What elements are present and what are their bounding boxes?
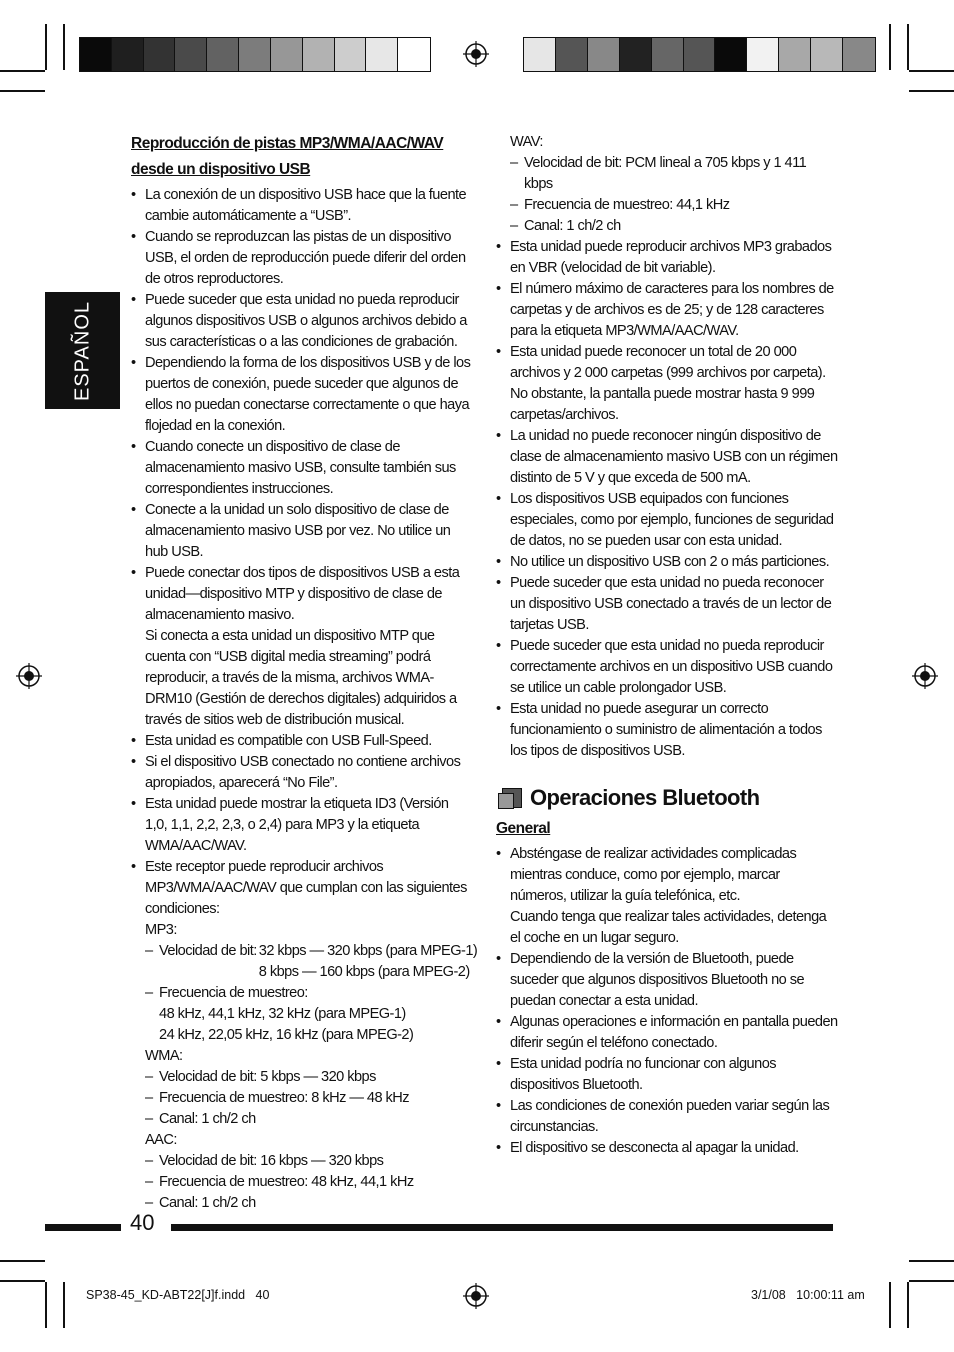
spec-line: – Velocidad de bit: 32 kbps — 320 kbps (para MPEG-1) 8 kbps — 160 kbps (para MPEG-2) — [145, 941, 471, 983]
section-heading: Reproducción de pistas MP3/WMA/AAC/WAV desde un dispositivo USB — [131, 135, 444, 178]
color-swatch — [207, 38, 239, 71]
language-label: ESPAÑOL — [71, 300, 93, 401]
color-swatch — [843, 38, 875, 71]
crop-mark — [0, 90, 45, 92]
list-item: • Absténgase de realizar actividades complicadas mientras conduce, como por ejemplo, marcar números, utilizar la guía telefónica, etc. Cuando tenga que realizar tales actividades, detenga el coche en un lugar seguro. — [496, 844, 838, 949]
crop-mark — [45, 24, 47, 70]
format-label: WAV: — [510, 134, 543, 150]
crop-mark — [0, 1280, 45, 1282]
spec-line: – Frecuencia de muestreo: 48 kHz, 44,1 kHz — [145, 1172, 471, 1193]
list-item: • Esta unidad podría no funcionar con algunos dispositivos Bluetooth. — [496, 1054, 838, 1096]
page-rule-right — [171, 1224, 833, 1231]
color-swatch — [747, 38, 779, 71]
general-heading: General — [496, 820, 551, 837]
usb-notes-list — [131, 185, 478, 1214]
format-label: AAC: — [145, 1132, 177, 1148]
crop-mark — [63, 24, 65, 70]
list-item: • No utilice un dispositivo USB con 2 o más particiones. — [496, 552, 838, 573]
format-label: MP3: — [145, 922, 177, 938]
color-swatch — [652, 38, 684, 71]
list-item: • Cuando se reproduzcan las pistas de un dispositivo USB, el orden de reproducción puede diferir del orden de otros reproductores. — [131, 227, 471, 290]
list-item: • Dependiendo la forma de los dispositivos USB y de los puertos de conexión, puede suceder que algunos de ellos no puedan conectarse correctamente o que haya flojedad en la conexión. — [131, 353, 471, 437]
color-swatch — [715, 38, 747, 71]
bluetooth-notes-list — [496, 844, 838, 1159]
color-swatch — [684, 38, 716, 71]
left-column — [131, 131, 478, 1214]
color-swatch — [524, 38, 556, 71]
list-item: • La conexión de un dispositivo USB hace que la fuente cambie automáticamente a “USB”. — [131, 185, 471, 227]
footer-file-info: SP38-45_KD-ABT22[J]f.indd 40 — [86, 1288, 270, 1302]
crop-mark — [909, 90, 954, 92]
list-item: • Este receptor puede reproducir archivos MP3/WMA/AAC/WAV que cumplan con las siguientes condiciones: MP3: – Velocidad de bit: 32 kbps — 320 kbps (para MPEG-1) 8 kbps — 160 kbps (para MPEG-2) – Frecuencia de muestreo: 48 kHz, 44,1 kHz, 32 kHz (para MPEG-1) 24 kHz, 22,05 kHz, 16 kHz (para MPEG-2) WMA: – Velocidad de bit: 5 kbps — 320 kbps – Frecuencia de muestreo: 8 kHz — 48 kHz – Canal: 1 ch/2 ch AAC: – Velocidad de bit: 16 kbps — 320 kbps – Frecuencia de muestreo: 48 kHz, 44,1 kHz – Canal: 1 ch/2 ch — [131, 857, 471, 1214]
list-item: • Esta unidad es compatible con USB Full-Speed. — [131, 731, 471, 752]
color-swatch — [620, 38, 652, 71]
list-item: • Esta unidad no puede asegurar un correcto funcionamiento o suministro de alimentación a todos los tipos de dispositivos USB. — [496, 699, 838, 762]
spec-line: – Velocidad de bit: PCM lineal a 705 kbps y 1 411 kbps — [510, 153, 838, 195]
spec-line: – Frecuencia de muestreo: 44,1 kHz — [510, 195, 838, 216]
section-square-icon — [502, 788, 522, 808]
list-item: • Los dispositivos USB equipados con funciones especiales, como por ejemplo, funciones de seguridad de datos, no se pueden usar con esta unidad. — [496, 489, 838, 552]
list-item: • Puede suceder que esta unidad no pueda reproducir correctamente archivos en un dispositivo USB cuando se utilice un cable prolongador USB. — [496, 636, 838, 699]
registration-mark-icon — [16, 663, 42, 689]
list-item: • El número máximo de caracteres para los nombres de carpetas y de archivos es de 25; y de 128 caracteres para la etiqueta MP3/WMA/AAC/WAV. — [496, 279, 838, 342]
crop-mark — [907, 24, 909, 70]
format-label: WMA: — [145, 1048, 183, 1064]
color-swatch — [239, 38, 271, 71]
registration-mark-icon — [463, 41, 489, 67]
right-column — [496, 132, 838, 1159]
crop-mark — [909, 1260, 954, 1262]
color-swatch — [144, 38, 176, 71]
color-bar-right — [523, 37, 876, 72]
page-rule-left — [45, 1224, 121, 1231]
spec-line: – Velocidad de bit: 5 kbps — 320 kbps — [145, 1067, 471, 1088]
color-swatch — [112, 38, 144, 71]
crop-mark — [889, 1282, 891, 1328]
color-swatch — [175, 38, 207, 71]
list-item: • Si el dispositivo USB conectado no contiene archivos apropiados, aparecerá “No File”. — [131, 752, 471, 794]
color-swatch — [366, 38, 398, 71]
crop-mark — [45, 1282, 47, 1328]
list-item: • Puede conectar dos tipos de dispositivos USB a esta unidad—dispositivo MTP y dispositivo de clase de almacenamiento masivo. Si conecta a esta unidad un dispositivo MTP que cuenta con “USB digital media streaming” podrá reproducir, a través de la misma, archivos WMA-DRM10 (Gestión de derechos digitales) adquiridos a través de sitios web de distribución musical. — [131, 563, 471, 731]
color-swatch — [556, 38, 588, 71]
list-item: • Esta unidad puede reconocer un total de 20 000 archivos y 2 000 carpetas (999 archivos por carpeta). No obstante, la pantalla puede mostrar hasta 9 999 carpetas/archivos. — [496, 342, 838, 426]
list-item: • Esta unidad puede mostrar la etiqueta ID3 (Versión 1,0, 1,1, 2,2, 2,3, o 2,4) para MP3 y la etiqueta WMA/AAC/WAV. — [131, 794, 471, 857]
registration-mark-icon — [912, 663, 938, 689]
footer-timestamp: 3/1/08 10:00:11 am — [751, 1288, 865, 1302]
color-swatch — [779, 38, 811, 71]
crop-mark — [63, 1282, 65, 1328]
color-swatch — [271, 38, 303, 71]
list-item: • Esta unidad puede reproducir archivos MP3 grabados en VBR (velocidad de bit variable). — [496, 237, 838, 279]
spec-line: – Velocidad de bit: 16 kbps — 320 kbps — [145, 1151, 471, 1172]
spec-line: – Canal: 1 ch/2 ch — [145, 1193, 471, 1214]
color-swatch — [588, 38, 620, 71]
crop-mark — [909, 1280, 954, 1282]
bluetooth-section-title: Operaciones Bluetooth — [496, 784, 838, 812]
language-side-tab — [45, 292, 120, 409]
registration-mark-icon — [463, 1283, 489, 1309]
color-swatch — [398, 38, 430, 71]
crop-mark — [0, 1260, 45, 1262]
color-swatch — [335, 38, 367, 71]
list-item: • Conecte a la unidad un solo dispositivo de clase de almacenamiento masivo USB por vez. No utilice un hub USB. — [131, 500, 471, 563]
list-item: • Cuando conecte un dispositivo de clase de almacenamiento masivo USB, consulte también sus correspondientes instrucciones. — [131, 437, 471, 500]
list-item: • Puede suceder que esta unidad no pueda reproducir algunos dispositivos USB o algunos archivos debido a sus características o a las condiciones de grabación. — [131, 290, 471, 353]
spec-line: – Canal: 1 ch/2 ch — [145, 1109, 471, 1130]
crop-mark — [909, 70, 954, 72]
color-swatch — [811, 38, 843, 71]
list-item: • Las condiciones de conexión pueden variar según las circunstancias. — [496, 1096, 838, 1138]
list-item: • Dependiendo de la versión de Bluetooth, puede suceder que algunos dispositivos Bluetooth no se puedan conectar a esta unidad. — [496, 949, 838, 1012]
list-item: • Algunas operaciones e información en pantalla pueden diferir según el teléfono conectado. — [496, 1012, 838, 1054]
crop-mark — [0, 70, 45, 72]
list-item: • Puede suceder que esta unidad no pueda reconocer un dispositivo USB conectado a través de un lector de tarjetas USB. — [496, 573, 838, 636]
usb-notes-list — [496, 237, 838, 762]
list-item: • El dispositivo se desconecta al apagar la unidad. — [496, 1138, 838, 1159]
spec-line: – Canal: 1 ch/2 ch — [510, 216, 838, 237]
list-item: • La unidad no puede reconocer ningún dispositivo de clase de almacenamiento masivo USB con un régimen distinto de 5 V y que exceda de 500 mA. — [496, 426, 838, 489]
crop-mark — [907, 1282, 909, 1328]
spec-line: – Frecuencia de muestreo: 48 kHz, 44,1 kHz, 32 kHz (para MPEG-1) 24 kHz, 22,05 kHz, 16 kHz (para MPEG-2) — [145, 983, 471, 1046]
color-swatch — [80, 38, 112, 71]
page-number: 40 — [130, 1210, 155, 1235]
color-bar-left — [79, 37, 431, 72]
spec-line: – Frecuencia de muestreo: 8 kHz — 48 kHz — [145, 1088, 471, 1109]
color-swatch — [303, 38, 335, 71]
crop-mark — [889, 24, 891, 70]
